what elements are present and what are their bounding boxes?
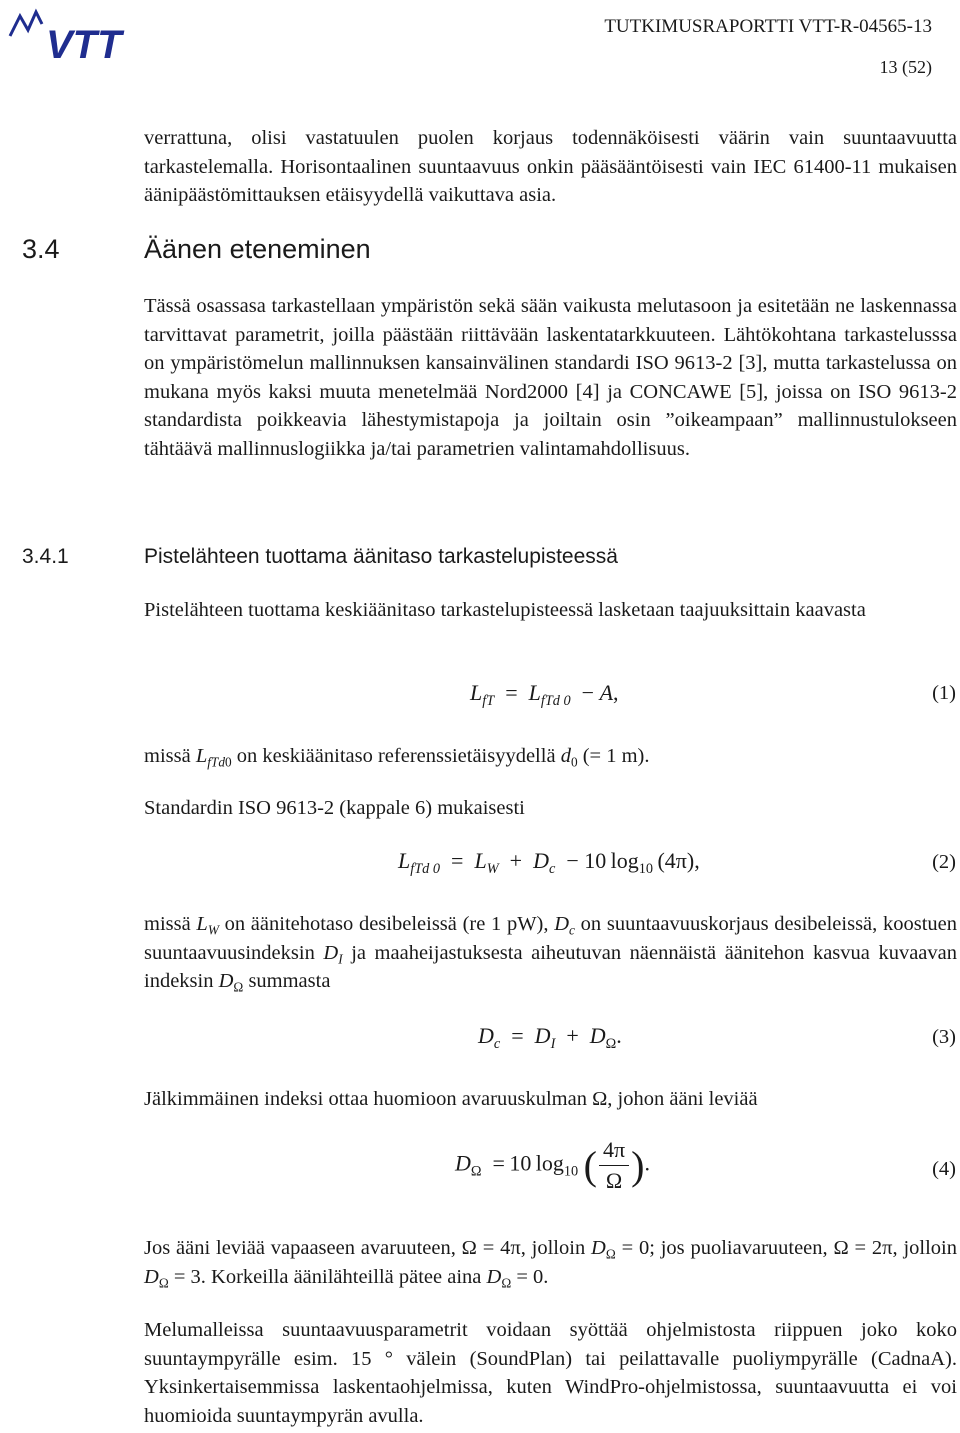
fraction: $\frac{4\pi}{\Omega}$ [599, 1135, 629, 1196]
svg-text:VTT: VTT [46, 23, 122, 62]
paragraph-free-space: Jos ääni leviää vapaaseen avaruuteen, Ω = 4π, jolloin $D_\Omega = 0$; jos puoliavaruuteen, Ω = 2π, jolloin $D_\Omega = 3$. Korkeilla äänilähteillä pätee aina $D_\Omega = 0$. [144, 1237, 958, 1291]
section-paragraph: Tässä osassasa tarkastellaan ympäristön sekä sään vaikusta melutasoon ja esitetään ne laskennassa tarvittavat parametrit, joilla päästään riittävään laskentatarkkuuteen. Lähtökohtana tarkastelusssa on ympäristömelun mallinnuksen kansainvälinen standardi ISO 9613-2 [3], mutta tarkastelussa on mukana myös kaksi muuta menetelmää Nord2000 [4] ja CONCAWE [5], joissa on ISO 9613-2 standardista poikkeavia lähestymistapoja ja joiltain osin ”oikeampaan” mallinnustulokseen tähtäävä mallinnuslogiikka ja/tai parametrien valintamahdollisuus. [144, 295, 957, 460]
equation-3-number: (3) [932, 1026, 956, 1048]
paragraph-iso-standard: Standardin ISO 9613-2 (kappale 6) mukaisesti [144, 797, 525, 819]
equation-4: $D_\Omega = 10$ $\log_{10}$ ( $\frac{4\pi}{\Omega}$ ). [455, 1135, 650, 1196]
equation-2-number: (2) [932, 851, 956, 873]
section-number: 3.4 [22, 234, 60, 264]
report-id: TUTKIMUSRAPORTTI VTT-R-04565-13 [604, 16, 932, 37]
paragraph-formula-intro: Pistelähteen tuottama keskiäänitaso tarkastelupisteessä lasketaan taajuuksittain kaavasta [144, 599, 866, 621]
page-number: 13 (52) [879, 57, 932, 77]
equation-4-number: (4) [932, 1158, 956, 1180]
equation-2: $L_{fTd 0} = L_W + D_c - 10$ $\log_{10} (4\pi)$, [398, 848, 700, 877]
intro-paragraph: verrattuna, olisi vastatuulen puolen korjaus todennäköisesti väärin vain suuntaavuutta tarkastelemalla. Horisontaalinen suuntaavuus onkin pääsääntöisesti vain IEC 61400-11 mukaisen äänipäästömittauksen etäisyydellä vaikuttava asia. [144, 127, 957, 207]
report-header [604, 14, 932, 80]
paragraph-where-lw: missä $L_W$ on äänitehotaso desibeleissä (re 1 pW), $D_c$ on suuntaavuuskorjaus desibeleissä, koostuen suuntaavuusindeksin $D_I$ ja maaheijastuksesta aiheutuvan näennäistä äänitehon kasvua kuvaavan indeksin $D_\Omega$ summasta [144, 913, 958, 995]
equation-1: $L_{fT} = L_{fTd 0} - A$, [470, 680, 619, 709]
subsection-title: Pistelähteen tuottama äänitaso tarkastelupisteessä [144, 545, 618, 568]
section-title: Äänen eteneminen [144, 234, 371, 264]
equation-1-number: (1) [932, 682, 956, 704]
paragraph-noise-models: Melumalleissa suuntaavuusparametrit voidaan syöttää ohjelmistosta riippuen joko koko suuntaympyrälle esim. 15 ° välein (SoundPlan) tai peilattavalle puoliympyrälle (CadnaA). Yksinkertaisemmissa laskentaohjelmissa, kuten WindPro-ohjelmistossa, suuntaavuutta ei voi huomioida suuntaympyrän avulla. [144, 1319, 957, 1427]
paragraph-solid-angle: Jälkimmäinen indeksi ottaa huomioon avaruuskulman Ω, johon ääni leviää [144, 1088, 758, 1110]
subsection-number: 3.4.1 [22, 545, 69, 568]
vtt-logo [6, 6, 166, 62]
paragraph-where-lftd0: missä $L_{fTd0}$ on keskiäänitaso referenssietäisyydellä $d_0$ (= 1 m). [144, 745, 650, 770]
equation-3: $D_c = D_I + D_\Omega$. [478, 1023, 622, 1052]
